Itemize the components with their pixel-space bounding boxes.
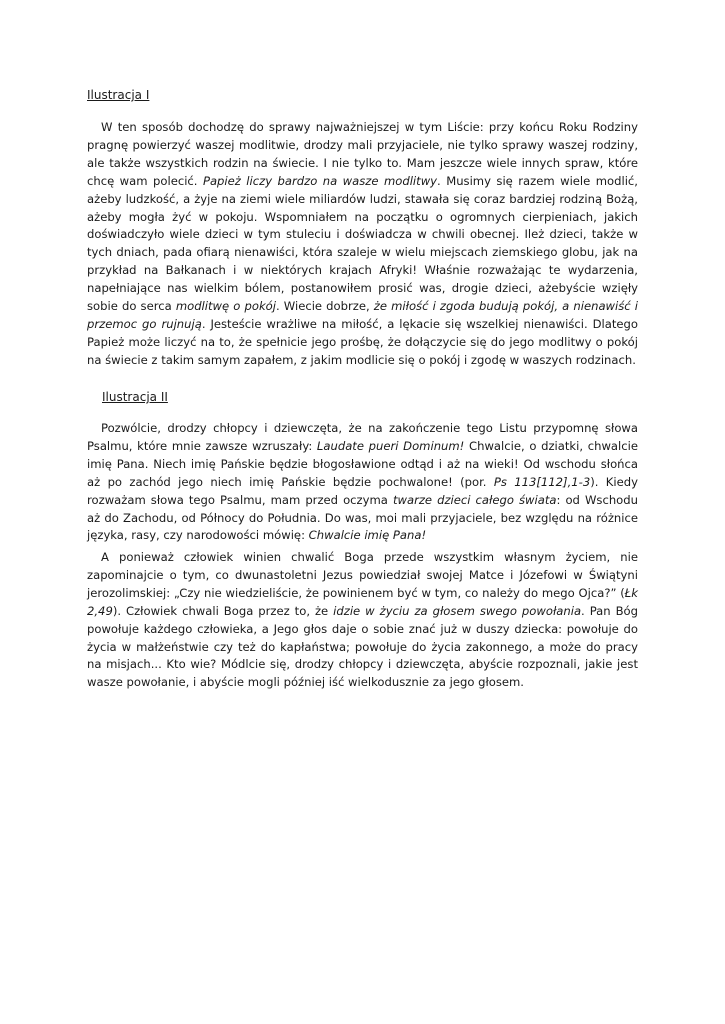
italic-run: Papież liczy bardzo na wasze modlitwy: [202, 173, 438, 188]
italic-run: twarze dzieci całego świata: [392, 492, 557, 507]
italic-run: modlitwę o pokój: [175, 299, 276, 314]
text-run: Chwalcie, o dziatki, chwalcie imię Pana. Niech imię Pańskie będzie błogosławione odtąd i aż na wieki! Od wschodu słońca aż po zachód jego niech imię Pańskie będzie pochwalone! (por.: [87, 438, 638, 489]
italic-run: Chwalcie imię Pana!: [308, 528, 427, 543]
text-run: A ponieważ człowiek winien chwalić Boga przede wszystkim własnym życiem, nie zapominajcie o tym, co dwunastoletni Jezus powiedział swojej Matce i Józefowi w Świątyni jerozolimskiej: „Czy nie wiedzieliście, że powinienem być w tym, co należy do mego Ojca?” (: [87, 550, 638, 600]
text-run: . Jesteście wrażliwe na miłość, a lękacie się wszelkiej nienawiści. Dlatego Papież może liczyć na to, że spełnicie jego prośbę, że dołączycie się do jego modlitwy o pokój na świecie z takim samym zapałem, z jakim modlicie się o pokój i zgodę w waszych rodzinach.: [87, 316, 638, 367]
section-heading-1: Ilustracja I: [87, 88, 150, 102]
text-run: ). Kiedy rozważam słowa tego Psalmu, mam przed oczyma: [87, 474, 638, 507]
text-run: . Wiecie dobrze,: [275, 299, 374, 314]
italic-run: Ps 113[112],1-3: [493, 474, 591, 489]
paragraph-2: [87, 420, 638, 545]
paragraph-3: [87, 549, 638, 692]
text-run: : od Wschodu aż do Zachodu, od Północy do Południa. Do was, moi mali przyjaciele, bez względu na różnice języka, rasy, czy narodowości mówię:: [87, 492, 638, 543]
text-run: . Musimy się razem wiele modlić, ażeby ludzkość, a żyje na ziemi wiele miliardów ludzi, stawała się coraz bardziej rodziną Bożą, ażeby mogła żyć w pokoju. Wspomniałem na początku o ogromnych cierpieniach, jakich doświadczyło wiele dzieci w tym stuleciu i doświadcza w chwili obecnej. Ileż dzieci, także w tych dniach, pada ofiarą nienawiści, która szaleje w wielu miejscach ziemskiego globu, jak na przykład na Bałkanach i w niektórych krajach Afryki! Właśnie rozważając te wydarzenia, napełniające nas wielkim bólem, postanowiłem prosić was, drogie dzieci, ażebyście wzięły sobie do serca: [87, 173, 638, 314]
italic-run: Laudate pueri Dominum!: [316, 438, 465, 453]
text-run: Pozwólcie, drodzy chłopcy i dziewczęta, że na zakończenie tego Listu przypomnę słowa Psalmu, które mnie zawsze wzruszały:: [87, 421, 638, 453]
paragraph-1: [87, 119, 638, 370]
text-run: ). Człowiek chwali Boga przez to, że: [112, 603, 334, 618]
section-heading-2: Ilustracja II: [102, 390, 168, 404]
text-run: . Pan Bóg powołuje każdego człowieka, a Jego głos daje o sobie znać już w duszy dziecka: powołuje do życia w małżeństwie czy też do kapłaństwa; powołuje do życia zakonnego, a może do pracy na misjach... Kto wie? Módlcie się, drodzy chłopcy i dziewczęta, abyście rozpoznali, jakie jest wasze powołanie, i abyście mogli później iść wielkodusznie za jego głosem.: [87, 603, 638, 690]
italic-run: Łk 2,49: [87, 585, 638, 618]
text-run: W ten sposób dochodzę do sprawy najważniejszej w tym Liście: przy końcu Roku Rodziny pragnę powierzyć waszej modlitwie, drodzy mali przyjaciele, nie tylko sprawy waszej rodziny, ale także wszystkich rodzin na świecie. I nie tylko to. Mam jeszcze wiele innych spraw, które chcę wam polecić.: [87, 120, 638, 188]
italic-run: idzie w życiu za głosem swego powołania: [333, 603, 582, 618]
italic-run: że miłość i zgoda budują pokój, a nienawiść i przemoc go rujnują: [87, 299, 638, 331]
